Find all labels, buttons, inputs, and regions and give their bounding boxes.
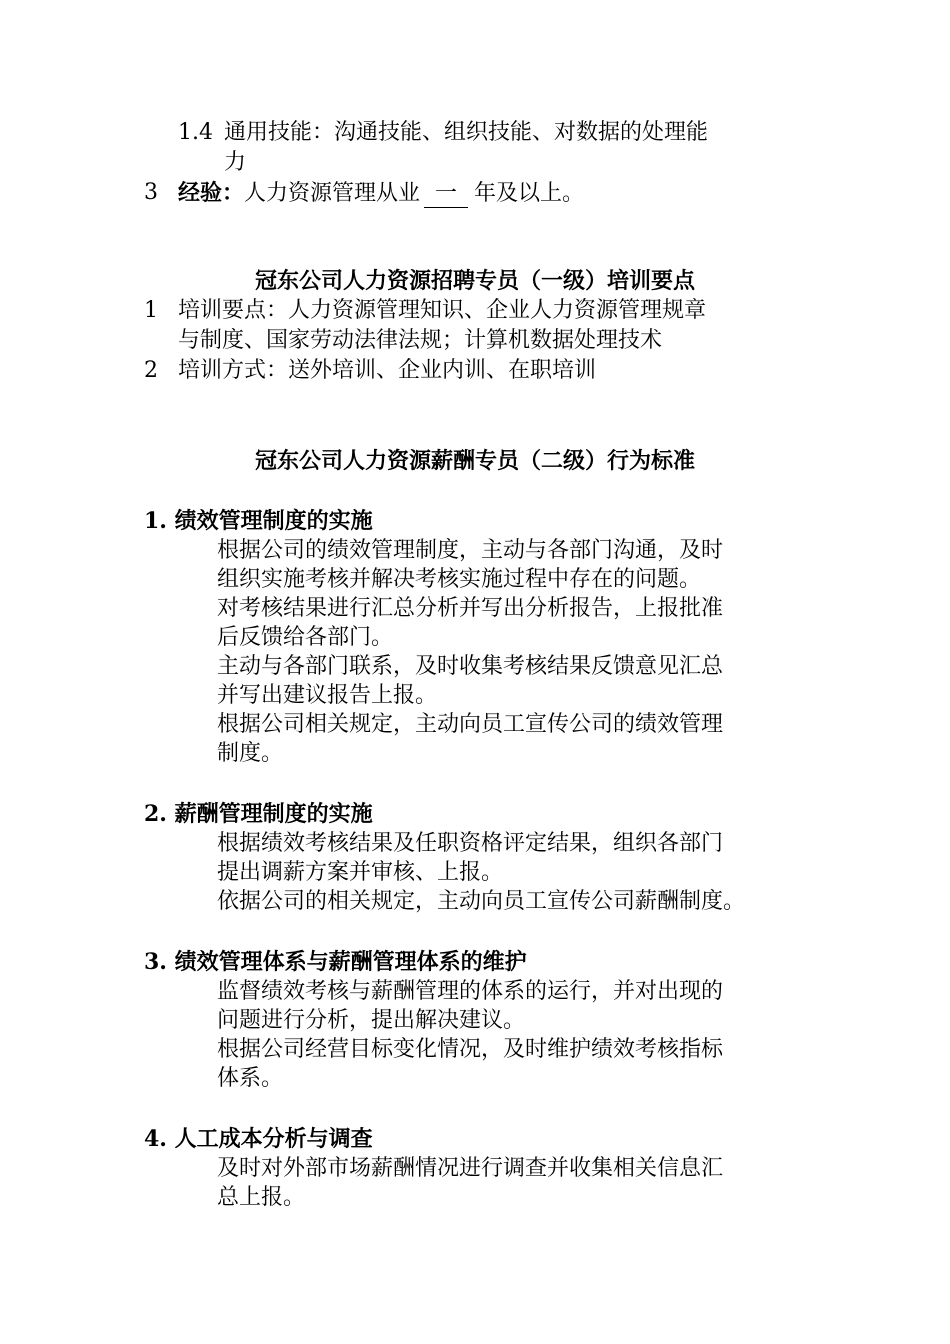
- section-3-heading: 3. 绩效管理体系与薪酬管理体系的维护: [144, 949, 527, 975]
- section-3-line: 问题进行分析，提出解决建议。: [217, 1008, 526, 1033]
- item-3-blank-value: 一: [424, 181, 468, 208]
- standard-title: 冠东公司人力资源薪酬专员（二级）行为标准: [254, 448, 695, 474]
- section-1-line: 后反馈给各部门。: [217, 625, 394, 650]
- training-item-2-number: 2: [144, 358, 158, 383]
- section-4-line: 总上报。: [217, 1185, 306, 1210]
- section-1-line: 对考核结果进行汇总分析并写出分析报告，上报批准: [217, 596, 724, 621]
- training-item-1-line1: 培训要点：人力资源管理知识、企业人力资源管理规章: [178, 298, 707, 323]
- section-1-line: 根据公司的绩效管理制度，主动与各部门沟通，及时: [217, 538, 724, 563]
- section-3-line: 根据公司经营目标变化情况，及时维护绩效考核指标: [217, 1037, 724, 1062]
- section-1-line: 并写出建议报告上报。: [217, 683, 438, 708]
- section-1-line: 组织实施考核并解决考核实施过程中存在的问题。: [217, 567, 702, 592]
- item-1-4-text-line1: 通用技能：沟通技能、组织技能、对数据的处理能: [224, 120, 709, 145]
- training-item-2-line1: 培训方式：送外培训、企业内训、在职培训: [178, 358, 597, 383]
- item-3-tail: 年及以上。: [474, 181, 585, 206]
- training-item-1-line2: 与制度、国家劳动法律法规；计算机数据处理技术: [178, 328, 663, 353]
- training-item-1-number: 1: [144, 298, 158, 323]
- section-2-line: 依据公司的相关规定，主动向员工宣传公司薪酬制度。: [217, 889, 746, 914]
- section-4-heading: 4. 人工成本分析与调查: [144, 1126, 373, 1152]
- section-3-line: 体系。: [217, 1066, 284, 1091]
- item-1-4-number: 1.4: [178, 120, 213, 145]
- item-3-label: 经验：: [178, 180, 245, 206]
- section-2-line: 提出调薪方案并审核、上报。: [217, 860, 504, 885]
- section-2-line: 根据绩效考核结果及任职资格评定结果，组织各部门: [217, 831, 724, 856]
- section-2-heading: 2. 薪酬管理制度的实施: [144, 801, 373, 827]
- item-3-number: 3: [144, 180, 158, 205]
- section-1-line: 根据公司相关规定，主动向员工宣传公司的绩效管理: [217, 712, 724, 737]
- section-1-line: 主动与各部门联系，及时收集考核结果反馈意见汇总: [217, 654, 724, 679]
- section-4-line: 及时对外部市场薪酬情况进行调查并收集相关信息汇: [217, 1156, 724, 1181]
- item-3-experience: [178, 178, 584, 209]
- training-title: 冠东公司人力资源招聘专员（一级）培训要点: [254, 268, 695, 294]
- section-3-line: 监督绩效考核与薪酬管理的体系的运行，并对出现的: [217, 979, 724, 1004]
- item-1-4-text-line2: 力: [224, 150, 247, 175]
- item-3-text: 人力资源管理从业: [244, 181, 421, 206]
- section-1-heading: 1. 绩效管理制度的实施: [144, 508, 373, 534]
- section-1-line: 制度。: [217, 741, 284, 766]
